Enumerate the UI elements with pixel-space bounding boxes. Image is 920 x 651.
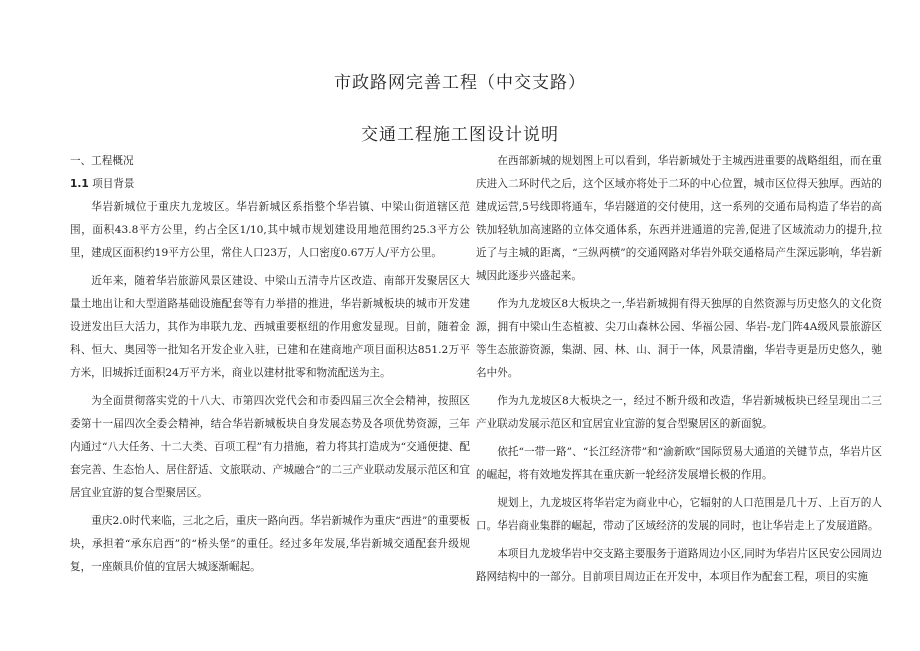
right-column [476,150,882,594]
paragraph: 为全面贯彻落实党的十八大、市第四次党代会和市委四届三次全会精神，按照区委第十一届四次全委会精神，结合华岩新城板块自身发展态势及各项优势资源，三年内通过“八大任务、十二大类、百项工程”有力措施，着力将其打造成为“交通便捷、配套完善、生态怡人、居住舒适、文旅联动、产城融合”的二三产业联动发展示范区和宜居宜业宜游的复合型聚居区。 [70,395,470,499]
subsection-heading [70,173,470,196]
paragraph: 本项目九龙坡华岩中交支路主要服务于道路周边小区,同时为华岩片区民安公园周边路网结构中的一部分。目前项目周边正在开发中，本项目作为配套工程，项目的实施 [476,548,882,583]
paragraph: 作为九龙坡区8大板块之一，经过不断升级和改造，华岩新城板块已经呈现出二三产业联动发展示范区和宜居宜业宜游的复合型聚居区的新面貌。 [476,395,882,430]
document-title: 市政路网完善工程（中交支路） [334,73,586,93]
subsection-title: 项目背景 [92,178,135,190]
document-subtitle: 交通工程施工图设计说明 [361,125,559,145]
paragraph: 近年来，随着华岩旅游风景区建设、中梁山五清寺片区改造、南部开发聚居区大量土地出让和大型道路基础设施配套等有力举措的推进，华岩新城板块的城市开发建设迸发出巨大活力，其作为串联九龙、西城重要枢纽的作用愈发显现。目前，随着金科、恒大、奥园等一批知名开发企业入驻，已建和在建商地产项目面积达851.2万平方米，旧城拆迁面积24万平方米，商业以建材批零和物流配送为主。 [70,275,470,379]
paragraph: 规划上，九龙坡区将华岩定为商业中心，它辐射的人口范围是几十万、上百万的人口。华岩商业集群的崛起，带动了区域经济的发展的同时，也让华岩走上了发展道路。 [476,497,882,532]
paragraph: 重庆2.0时代来临，三北之后，重庆一路向西。华岩新城作为重庆“西进”的重要板块，承担着“承东启西”的“桥头堡”的重任。经过多年发展,华岩新城交通配套升级规复，一座颇具价值的宜居大城逐渐崛起。 [70,515,470,573]
paragraph: 在西部新城的规划图上可以看到，华岩新城处于主城西进重要的战略组组，而在重庆进入二环时代之后，这个区域亦将处于二环的中心位置，城市区位得天独厚。西站的建成运营,5号线即将通车，华岩隧道的交付使用，这一系列的交通布局构造了华岩的高铁加轻轨加高速路的立体交通体系，东西并进通道的完善,促进了区域流动力的提升,拉近了与主城的距离，“三纵两横”的交通网路对华岩外联交通格局产生深远影响，华岩新城因此逐步兴盛起来。 [476,155,882,282]
paragraph: 作为九龙坡区8大板块之一,华岩新城拥有得天独厚的自然资源与历史悠久的文化资源，拥有中梁山生态植被、尖刀山森林公园、华福公园、华岩-龙门阵4A级风景旅游区等生态旅游资源，集湖、园、林、山、洞于一体，风景清幽，华岩寺更是历史悠久，驰名中外。 [476,298,882,379]
subsection-number: 1.1 [70,178,89,190]
section-heading: 一、工程概况 [70,155,134,167]
left-column [70,150,470,584]
paragraph: 依托“一带一路”、“长江经济带”和“渝新欧”国际贸易大通道的关键节点，华岩片区的崛起，将有效地发挥其在重庆新一轮经济发展增长极的作用。 [476,446,882,481]
paragraph: 华岩新城位于重庆九龙坡区。华岩新城区系指整个华岩镇、中梁山街道辖区范围，面积43.8平方公里，约占全区1/10,其中城市规划建设用地范围约25.3平方公里，建成区面积约19平方公里，常住人口23万，人口密度0.67万人/平方公里。 [70,201,470,259]
